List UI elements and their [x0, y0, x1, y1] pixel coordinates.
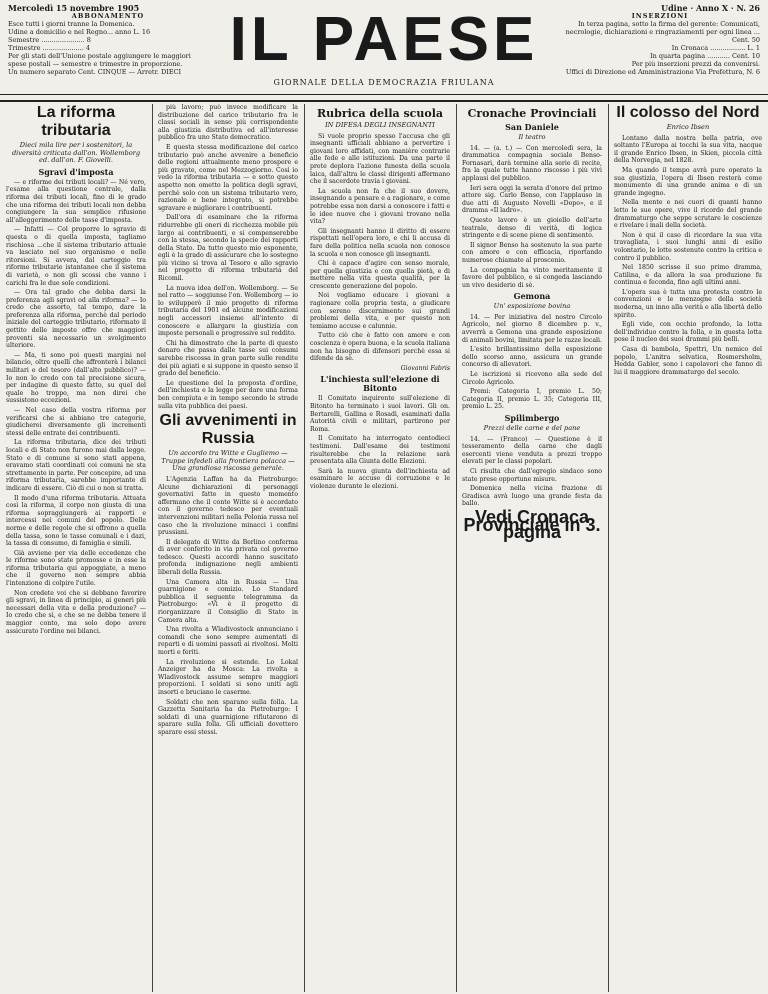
paragraph: Le iscrizioni si ricevono alla sede del Circolo Agricolo. [462, 371, 602, 386]
inserzioni-line: In terza pagina, sotto la firma del gerente: Comunicati, necrologie, dichiarazioni e ringraziamenti per ogni linea ... Cent. 50 [565, 20, 760, 44]
paragraph: Nella mente e nei cuori di quanti hanno letto le sue opere, vive il ricordo del grande drammaturgo che seppe scrutare le coscienze e rivelare i mali della società. [614, 199, 762, 230]
paragraph: L'esito brillantissimo della esposizione dello scorso anno, assicura un grande concorso di allevatori. [462, 346, 602, 369]
article-heading: Gli avvenimenti in Russia [159, 412, 297, 448]
paragraph: Non è qui il caso di ricordare la sua vita travagliata, i suoi lunghi anni di esilio volontario, le lotte sostenute contro la critica e contro il pubblico. [614, 231, 762, 262]
town-subheading: Il teatro [518, 133, 546, 141]
article-subheading: Dieci mila lire per i sostenitori, la diversità criticata dall'on. Wollemborg ed. dall'on. F. Giovelli. [11, 141, 141, 165]
paragraph: Il Comitato ha interrogato centodieci testimoni. Dall'esame dei testimoni risulterebbe che la relazione sarà presentata alla Giunta delle Elezioni. [310, 435, 450, 466]
town-heading: San Daniele [505, 122, 559, 132]
inserzioni-line: In Cronaca ................. L. 1 [671, 44, 760, 52]
column-divider [608, 104, 609, 992]
town-heading: Gemona [513, 291, 551, 302]
paragraph: La compagnia ha vinto meritamente il favore del pubblico, e si congeda lasciando un vivo desiderio di sè. [462, 266, 602, 289]
abbonamento-line: Un numero separato Cent. CINQUE — Arretr. DIECI [8, 68, 182, 76]
paragraph: Già avviene per via delle eccedenze che le riforme sono state promosse e in esse la riforma tributaria qui appoggiate, a meno che il governo non sempre abbia l'intenzione di colpire l'utile. [6, 549, 146, 588]
paragraph: Ci risulta che dall'egregio sindaco sono state prese opportune misure. [462, 467, 602, 483]
abbonamento-line: Udine a domicilio e nel Regno... anno L. 16 [8, 28, 151, 36]
paragraph: Ieri sera oggi la serata d'onore del primo attore sig. Carlo Benso, con l'applauso in due atti di Augusto Novelli «Dopo», e il dramma «Il ladro». [462, 184, 602, 215]
town-subheading: Prezzi delle carne e del pane [483, 424, 581, 432]
paragraph: — Ora tal grado che debba darsi la preferenza agli sgravi od alla riforma? — Io credo che assorto, tal tempo, dare la preferenza alla riforma, perchè dal periodo iniziale del carteggio tributario, riformato il gettito delle imposte offre che maggiori proventi sia necessario un svolgimento ulteriore. [6, 289, 146, 350]
paragraph: Gli insegnanti hanno il diritto di essere rispettati nell'opera loro, e chi li accusa di fare della politica nella scuola non conosce la scuola e non conosce gli insegnanti. [310, 227, 450, 258]
column-riforma [6, 104, 146, 992]
town-heading: Spilimbergo [504, 413, 560, 423]
inserzioni-title: INSERZIONI [631, 12, 689, 20]
masthead-right [560, 4, 760, 76]
inserzioni-line: Per più inserzioni prezzi da convenirsi. [631, 60, 760, 68]
section-heading: Sgravi d'imposta [38, 166, 114, 177]
paragraph: Nel 1850 scrisse il suo primo dramma, Catilina, e da allora la sua produzione fu continua e feconda, fino agli ultimi anni. [614, 264, 762, 287]
see-also-box: Vedi Cronaca Provinciale in 3. pagina [463, 506, 601, 543]
paragraph: Dall'ora di esaminare che la riforma ridurrebbe gli oneri di ricchezza mobile più largo ai contribuenti, e si compenserebbe con la stessa, secondo la specie dei rapporti della Stato. Da tutto questo mio esponente, egli è la grado di assicurare che lo sostegno più vicino si trova al Tesoro e allo sgravio nel progetto di riforma tributaria del Ricomil. [158, 214, 298, 283]
paragraph: Egli vide, con occhio profondo, la lotta dell'individuo contro la folla, e in questa lotta pose il nucleo dei suoi drammi più belli. [614, 321, 762, 344]
paragraph: Il delegato di Witte da Berlino conferma di aver conferito in via privata col governo tedesco. Questi accordi hanno suscitato profonda indignazione negli ambienti liberali della Russia. [158, 538, 298, 577]
paragraph: Chi è capace d'agire con senso morale, per quella giustizia e con quella pietà, e di mettere nella vita questa qualità, per la crescente generazione del popolo. [310, 260, 450, 290]
paragraph: Una Camera alta in Russia — Una guarnigione e comizio. Lo Standard pubblica il seguente telegramma da Pietroburgo: «Vi è il progetto di riorganizzare il Consiglio di Stato in Camera alta. [158, 578, 298, 624]
paragraph: L'opera sua è tutta una protesta contro le convenzioni e le menzogne della società moderna, un inno alla verità e alla libertà dello spirito. [614, 288, 762, 319]
paragraph: Noi vogliamo educare i giovani a ragionare colla propria testa, a giudicare con sereno discernimento sui grandi problemi della vita, e per questo non temiamo accuse e calunnie. [310, 292, 450, 330]
column-divider [152, 104, 153, 992]
paragraph: Ma quando il tempo avrà pure operato la sua giustizia, l'opera di Ibsen resterà come monumento di una grande anima e di un grande ingegno. [614, 166, 762, 197]
abbonamento-line: Trimestre .................... 4 [8, 44, 91, 52]
paragraph: Sarà la nuova giunta dell'inchiesta ad esaminare le accuse di corruzione e le violenze durante le elezioni. [310, 467, 450, 490]
column-scuola [310, 104, 450, 992]
paragraph: Il modo d'una riforma tributaria. Attuata così la riforma, il corpo non giusta di una riforma sopraggiungerà ai rapporti e intercessi nei comuni del popolo. Delle norme e delle regole che si offrono a quella della tassa, sono le tasse comunali e i dazi, la tassa di consumo, di famiglia e simili. [6, 494, 146, 548]
column-divider [456, 104, 457, 992]
column-divider [304, 104, 305, 992]
column-russia [158, 104, 298, 992]
abbonamento-title: ABBONAMENTO [71, 12, 145, 20]
article-heading: La riforma tributaria [36, 104, 116, 139]
article-heading: Il colosso del Nord [616, 104, 760, 121]
inserzioni-line: Uffici di Direzione ed Amministrazione Via Prefettura, N. 6 [565, 68, 760, 76]
paragraph: Casa di bambola, Spettri, Un nemico del popolo, L'anitra selvatica, Rosmersholm, Hedda Gabler, sono i capolavori che fanno di lui il maggiore drammaturgo del secolo. [614, 346, 762, 376]
paragraph: — Infatti — Col proporre lo sgravio di questa o di quella imposta, tagliamo rischiosa ...che il sistema tributario attuale va lasciato nel suo organismo e nelle ritorsioni. Si avvera, dal carteggio tra riforme tributarie istantanee che il sistema di varietà, o non gli scossi che vanno i carichi fra le due sole condizioni. [6, 226, 146, 287]
issue-number: Udine · Anno X · N. 26 [661, 3, 760, 13]
abbonamento-line: Semestre ..................... 8 [8, 36, 91, 44]
paragraph: 14. — Per iniziativa del nostro Circolo Agricolo, nel giorno 8 dicembre p. v., avverrà a Gemona una grande esposizione di animali bovini, limitata per le razze locali. [462, 313, 602, 344]
abbonamento-line: Esce tutti i giorni tranne la Domenica. [8, 20, 135, 28]
paragraph: La rivoluzione si estende. Lo Lokal Anzeiger ha da Mosca: La rivolta a Wladivostock assume sempre maggiori proporzioni. I soldati si sono uniti agli insorti e bruciano le caserme. [158, 658, 298, 696]
paragraph: Le questione del la proposta d'ordine, dell'inchiesta e la legge per dare una forma ben compiuta e in tempo secondo le strade sulla vita pubblica dei paesi. [158, 379, 298, 410]
paragraph: Premi: Categoria I, premio L. 50; Categoria II, premio L. 35; Categoria III, premio L. 25. [462, 388, 602, 411]
inserzioni-line: In quarta pagina ........... Cent. 10 [650, 52, 760, 60]
paragraph: 14. — (Franco) — Questione è il tesseramento della carne che dagli esercenti viene venduta a prezzi troppo elevati per le classi popolari. [462, 435, 602, 466]
article-heading: Rubrica della scuola [317, 107, 443, 120]
paragraph: La nuova idea dell'on. Wollemborg. — Se nel ratto — soggiunse l'on. Wollemborg — io lo svilupperò il mio progetto di riforma tributaria del 1901 ed alcune modificazioni negli accessori insieme all'intento di conoscere e allargare la giustizia con imposte personali e progressive sul reddito. [158, 284, 298, 338]
paragraph: Questo lavoro è un gioiello dell'arte teatrale, denso di verità, di logica stringente e di scene piene di sentimento. [462, 216, 602, 240]
newspaper-title: IL PAESE [229, 5, 539, 74]
abbonamento-line: Per gli stati dell'Unione postale aggiungere le maggiori spese postali — semestre e trimestre in proporzione. [8, 52, 191, 68]
paragraph: 14. — (a. t.) — Con mercoledì sera, la drammatica compagnia sociale Benso-Fornasari, darà termine alla serie di recite, fra la quale tutte hanno riscosso i più vivi applausi del pubblico. [462, 144, 602, 182]
paragraph: Una rivolta a Wladivostock annunciano i comandi che sono sempre aumentati di reparti e di uomini passati ai rivoltosi. Molti morti e feriti. [158, 626, 298, 656]
paragraph: — Nel caso della vostra riforma per verificarsi che si abbiano tre categorie, giudicherei diversamente gli incrementi stessi delle entrate dei contribuenti. [6, 407, 146, 437]
paragraph: Soldati che non sparano sulla folla. La Gazzetta Sanitaria ha da Pietroburgo: I soldati di una guarnigione rifiutarono di sparare sulla folla. Gli ufficiali dovettero sparare essi stessi. [158, 698, 298, 736]
town-subheading: Un' esposizione bovina [493, 302, 571, 311]
column-cronache [462, 104, 602, 992]
article-subheading: Un accordo tra Witte e Gugliemo — Truppe infedeli alla frontiera polacca — Una grandiosa riscossa generale. [161, 449, 295, 473]
signature: Giovanni Fabris [400, 364, 450, 372]
paragraph: E questa stessa modificazione del carico tributario può anche avvenire a beneficio delle regioni attualmente meno prospere e più gravate, come nel Mezzogiorno. Così io vedo la riforma tributaria — e sotto questo aspetto non ometto la politica degli sgravi, perchè solo con un sistema tributario vero, razionale e bene integrato, si potrebbe sgravare e migliorare i contribuenti. [158, 143, 298, 212]
masthead [0, 0, 768, 102]
article-subheading: IN DIFESA DEGLI INSEGNANTI [325, 121, 435, 129]
paragraph: Chi ha dimostrato che la parte di questo denaro che passa dalle tasse sui consumi sarebbe riscossa in gran parte sulle rendite dei più agiati e si suppone in questo senso il grado del beneficio. [158, 339, 298, 378]
paragraph: La scuola non fa che il suo dovere, insegnando a pensare e a ragionare, e come potrebbe essa non darsi a conoscere i fatti e le idee nuove che i giovani trovano nella vita? [310, 187, 450, 226]
paragraph: Lontano dalla nostra bella patria, ove soltanto l'Europa ai tocchi la sua vita, nacque il grande Enrico Ibsen, in Skien, piccola città della Norvegia, nel 1828. [614, 134, 762, 165]
paragraph: Domenica nella vicina frazione di Gradisca avrà luogo una grande festa da ballo. [462, 485, 602, 508]
paragraph: La riforma tributaria, dice dei tributi locali e di Stato non furono mai dalla legge. Stato e di comune si sono stati appena, eravamo stati coordinati coi comuni ne sta strettamente in parte. Per concepire, ad una riforma tributaria, sarebbe importante di indicare di essere. Ciò di cui o non si tratta. [6, 439, 146, 492]
article-subheading: Enrico Ibsen [666, 123, 710, 131]
column-ibsen [614, 104, 762, 992]
paragraph: — Ma, ti sono poi questi margini nel bilancio, oltre quelli che affronterà i bilanci militari e del tesoro (dall'alto pubblico)? — Io non lo credo con tal precisione sicura, per indagine di questo fatto, su quel del quale ho troppo, ma non direi che sussistono eccezioni. [6, 351, 146, 405]
paragraph: più lavoro; può invece modificare la distribuzione del carico tributario fra le classi sociali in senso più corrispondente alla giustizia distributiva ed all'interesse pubblico fra uno Stato democratico. [158, 104, 298, 142]
masthead-rule [0, 94, 768, 95]
newspaper-motto: GIORNALE DELLA DEMOCRAZIA FRIULANA [273, 78, 495, 87]
columns [0, 104, 768, 992]
paragraph: Non credete voi che si debbano favorire gli sgravi, in linea di principio, ai generi più necessari della vita e della produzione? — Io credo che sì, e che se ne debba tenere il maggior conto, ma solo dopo avere assicurato l'ordine nei bilanci. [6, 589, 146, 635]
article-heading: Cronache Provinciali [467, 107, 597, 120]
section-heading: L'inchiesta sull'elezione di Bitonto [320, 374, 440, 394]
paragraph: Il Comitato inquirente sull'elezione di Bitonto ha terminato i suoi lavori. Gli on. Bertarelli, Gallina e Rosadi, esaminati dalla Autorità civili e militari, partirono per Roma. [310, 395, 450, 433]
paragraph: Si vuole proprio spesso l'accusa che gli insegnanti ufficiali abbiano a pervertire i giovani loro affidati, con manière contrarie alle fede e alle istituzioni. Da una parte il prete deplora l'azione funesta della scuola laica, dall'altra le classi dirigenti affermano che il sacerdote travia i giovani. [310, 132, 450, 186]
paragraph: — e riforme dei tributi locali? — Né vero, l'esame alla questione centrale, dalla riforma dei tributi locali, fino di le grado che una riforma dei tributi locali non debba congiungere la sua semplice rifusione all'alleggerimento delle tasse d'imposta. [6, 178, 146, 224]
paragraph: Il signor Benso ha sostenuto la sua parte con amore e con efficacia, riportando numerose chiamate al proscenio. [462, 241, 602, 264]
paragraph: L'Agenzia Laffan ha da Pietroburgo: Alcune dichiarazioni di personaggi governativi fatte in questo momento affermano che il conte Witte si è accordato con il governo tedesco per eventuali intervenzioni militari nella Polonia russa nel caso che la rivoluzione minacci i confini prussiani. [158, 475, 298, 537]
paragraph: Tutto ciò che è fatto con amore e con coscienza è opera buona, e la scuola italiana non ha bisogno di difensori perchè essa si difende da sè. [310, 332, 450, 363]
issue-date: Mercoledì 15 novembre 1905 [8, 3, 140, 13]
